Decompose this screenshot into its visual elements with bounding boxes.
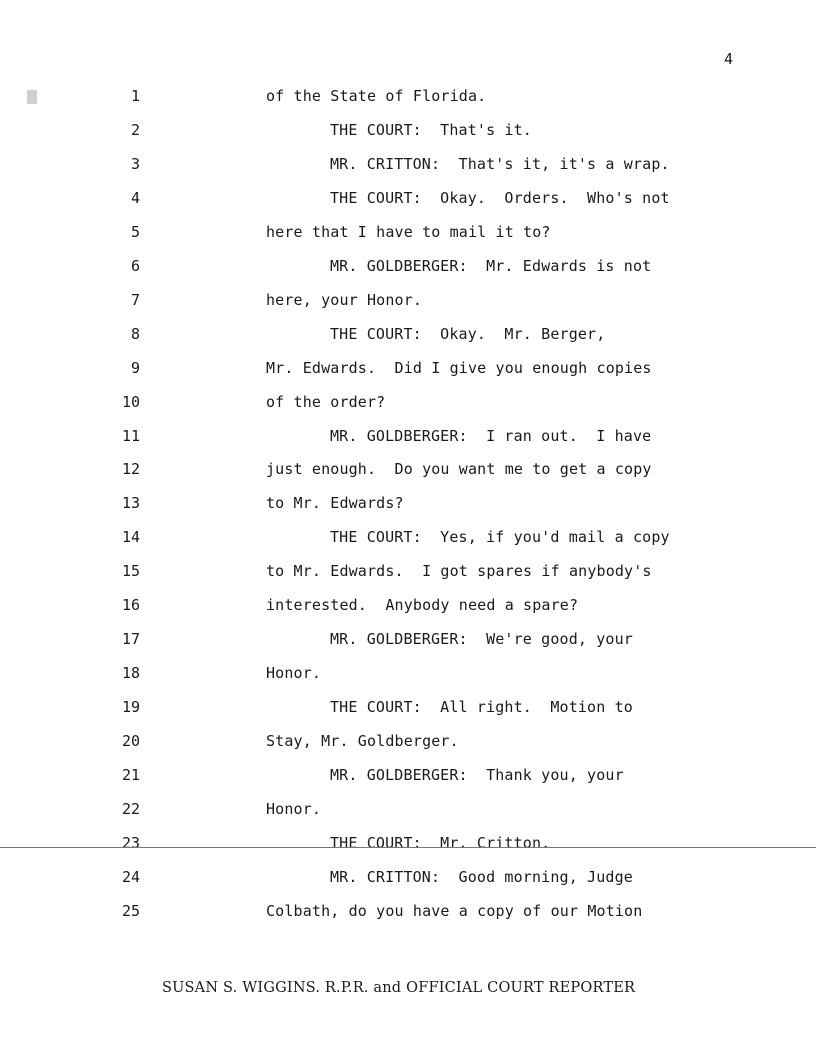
line-number: 20 (121, 732, 140, 751)
transcript-line (0, 629, 816, 649)
line-text: interested. Anybody need a spare? (266, 596, 579, 615)
line-number: 1 (130, 87, 140, 105)
line-text: Colbath, do you have a copy of our Motion (266, 901, 643, 920)
line-text: Stay, Mr. Goldberger. (266, 732, 459, 751)
line-number: 25 (121, 901, 140, 920)
line-text: to Mr. Edwards? (266, 494, 404, 513)
transcript-line (0, 527, 816, 547)
transcript-line (0, 290, 816, 310)
line-number: 2 (130, 120, 140, 139)
transcript-line (0, 867, 816, 887)
line-text: MR. CRITTON: That's it, it's a wrap. (330, 154, 670, 173)
line-text: MR. GOLDBERGER: Mr. Edwards is not (330, 256, 652, 275)
line-number: 17 (121, 630, 140, 649)
line-number: 4 (130, 188, 140, 207)
transcript-line (0, 256, 816, 276)
line-text: THE COURT: Okay. Orders. Who's not (330, 188, 670, 207)
transcript-line (0, 901, 816, 921)
line-number: 15 (121, 562, 140, 581)
transcript-line (0, 358, 816, 378)
line-text: THE COURT: That's it. (330, 120, 532, 139)
line-number: 10 (121, 392, 140, 411)
transcript-line (0, 188, 816, 208)
line-text: of the order? (266, 392, 386, 411)
line-text: THE COURT: Okay. Mr. Berger, (330, 324, 606, 343)
line-text: just enough. Do you want me to get a copy (266, 460, 652, 479)
line-text: of the State of Florida. (266, 87, 487, 105)
line-number: 6 (130, 256, 140, 275)
line-number: 7 (130, 290, 140, 309)
transcript-line (0, 799, 816, 819)
transcript-line (0, 561, 816, 581)
line-text: MR. GOLDBERGER: Thank you, your (330, 766, 624, 784)
transcript-line (0, 493, 816, 513)
transcript-line (0, 765, 816, 785)
line-number: 21 (121, 766, 140, 784)
line-text: here, your Honor. (266, 290, 423, 309)
line-text: here that I have to mail it to? (266, 222, 551, 241)
line-number: 16 (121, 596, 140, 615)
transcript-line (0, 697, 816, 717)
line-number: 3 (130, 154, 140, 173)
transcript-line (0, 154, 816, 174)
line-text: Honor. (266, 799, 322, 818)
transcript-line (0, 86, 816, 106)
line-text: THE COURT: Mr. Critton. (330, 833, 551, 852)
line-number: 22 (121, 799, 140, 818)
line-text: MR. CRITTON: Good morning, Judge (330, 867, 633, 886)
transcript-line (0, 731, 816, 751)
transcript-line (0, 663, 816, 683)
line-number: 23 (121, 833, 140, 852)
line-number: 14 (121, 528, 140, 547)
line-number: 11 (121, 426, 140, 445)
line-number: 9 (130, 358, 140, 377)
line-number: 5 (130, 222, 140, 241)
line-number: 24 (121, 867, 140, 886)
transcript-line (0, 595, 816, 615)
transcript-line (0, 833, 816, 853)
line-number: 18 (121, 664, 140, 683)
line-number: 8 (130, 324, 140, 343)
line-text: to Mr. Edwards. I got spares if anybody's (266, 562, 652, 581)
footer-reporter: SUSAN S. WIGGINS. R.P.R. and OFFICIAL COURT REPORTER (162, 980, 636, 996)
line-text: THE COURT: All right. Motion to (330, 698, 633, 717)
line-text: THE COURT: Yes, if you'd mail a copy (330, 528, 670, 547)
page-break-rule (0, 847, 816, 848)
page-number: 4 (724, 50, 734, 68)
line-text: MR. GOLDBERGER: I ran out. I have (330, 426, 652, 445)
line-text: Honor. (266, 664, 322, 683)
transcript-line (0, 120, 816, 140)
line-text: MR. GOLDBERGER: We're good, your (330, 630, 633, 649)
line-number: 12 (121, 460, 140, 479)
transcript-line (0, 324, 816, 344)
line-number: 13 (121, 494, 140, 513)
transcript-line (0, 426, 816, 446)
transcript-line (0, 222, 816, 242)
line-text: Mr. Edwards. Did I give you enough copies (266, 358, 652, 377)
transcript-line (0, 392, 816, 412)
transcript-line (0, 459, 816, 479)
line-number: 19 (121, 698, 140, 717)
